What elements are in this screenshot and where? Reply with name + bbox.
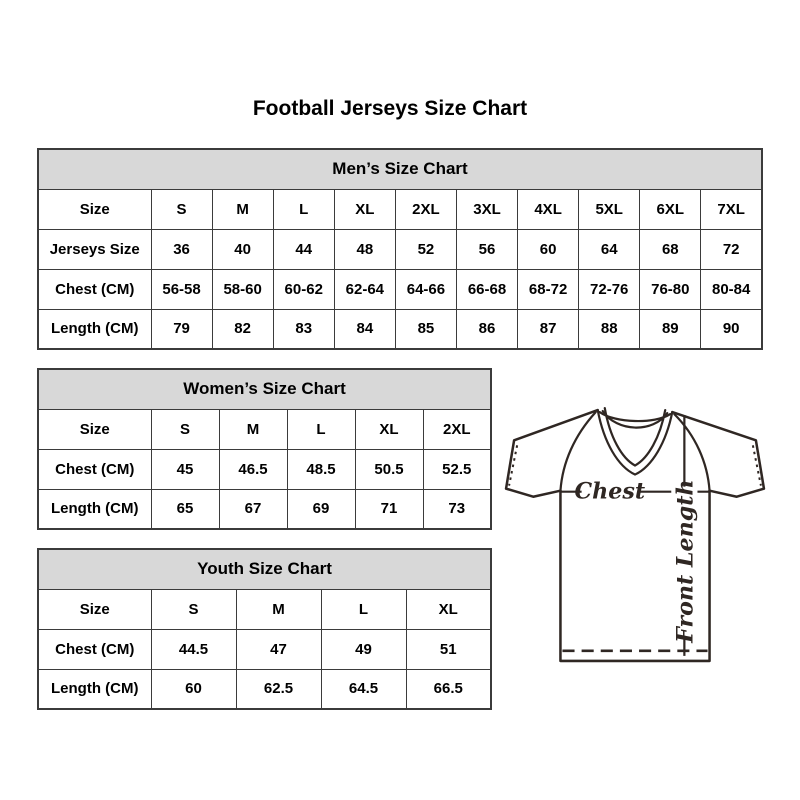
data-cell: 82 (212, 309, 273, 349)
table-row (38, 309, 762, 349)
table-row (38, 449, 491, 489)
data-cell: 67 (219, 489, 287, 529)
data-cell: 73 (423, 489, 491, 529)
row-label-cell: Length (CM) (38, 489, 151, 529)
data-cell: 64.5 (321, 669, 406, 709)
column-header-cell: 2XL (423, 409, 491, 449)
row-label-cell: Size (38, 189, 151, 229)
data-cell: 72 (701, 229, 762, 269)
data-cell: 45 (151, 449, 219, 489)
data-cell: 86 (456, 309, 517, 349)
data-cell: 48 (334, 229, 395, 269)
row-label-cell: Length (CM) (38, 309, 151, 349)
v-neck-collar-inner (605, 408, 665, 465)
table-row (38, 629, 491, 669)
data-cell: 36 (151, 229, 212, 269)
column-header-cell: M (212, 189, 273, 229)
column-header-cell: S (151, 189, 212, 229)
data-cell: 48.5 (287, 449, 355, 489)
data-cell: 46.5 (219, 449, 287, 489)
data-cell: 64-66 (395, 269, 456, 309)
table-row (38, 229, 762, 269)
table-section-header: Men’s Size Chart (38, 149, 762, 189)
data-cell: 58-60 (212, 269, 273, 309)
data-cell: 40 (212, 229, 273, 269)
data-cell: 44 (273, 229, 334, 269)
column-header-cell: XL (406, 589, 491, 629)
column-header-cell: S (151, 589, 236, 629)
data-cell: 49 (321, 629, 406, 669)
jersey-measurement-diagram (504, 400, 766, 670)
column-header-cell: L (287, 409, 355, 449)
table-row (38, 669, 491, 709)
data-cell: 51 (406, 629, 491, 669)
data-cell: 80-84 (701, 269, 762, 309)
row-label-cell: Chest (CM) (38, 449, 151, 489)
row-label-cell: Jerseys Size (38, 229, 151, 269)
data-cell: 50.5 (355, 449, 423, 489)
page-title: Football Jerseys Size Chart (252, 97, 528, 120)
mens-size-table (37, 148, 763, 350)
table-row (38, 489, 491, 529)
row-label-cell: Chest (CM) (38, 629, 151, 669)
data-cell: 44.5 (151, 629, 236, 669)
column-header-cell: 4XL (518, 189, 579, 229)
table-section-header: Youth Size Chart (38, 549, 491, 589)
column-header-cell: 6XL (640, 189, 701, 229)
data-cell: 90 (701, 309, 762, 349)
right-armhole-seam (674, 414, 709, 491)
column-header-cell: 2XL (395, 189, 456, 229)
data-cell: 60 (151, 669, 236, 709)
column-header-cell: 3XL (456, 189, 517, 229)
column-header-cell: 7XL (701, 189, 762, 229)
data-cell: 83 (273, 309, 334, 349)
data-cell: 68-72 (518, 269, 579, 309)
table-row (38, 269, 762, 309)
data-cell: 60 (518, 229, 579, 269)
data-cell: 64 (579, 229, 640, 269)
data-cell: 56 (456, 229, 517, 269)
column-header-cell: XL (334, 189, 395, 229)
data-cell: 88 (579, 309, 640, 349)
data-cell: 66.5 (406, 669, 491, 709)
row-label-cell: Size (38, 589, 151, 629)
front-length-label: Front Length (672, 479, 699, 643)
data-cell: 52.5 (423, 449, 491, 489)
data-cell: 72-76 (579, 269, 640, 309)
chest-label: Chest (574, 478, 646, 505)
data-cell: 87 (518, 309, 579, 349)
column-header-cell: S (151, 409, 219, 449)
data-cell: 71 (355, 489, 423, 529)
row-label-cell: Length (CM) (38, 669, 151, 709)
column-header-cell: M (236, 589, 321, 629)
column-header-cell: 5XL (579, 189, 640, 229)
data-cell: 47 (236, 629, 321, 669)
data-cell: 52 (395, 229, 456, 269)
data-cell: 66-68 (456, 269, 517, 309)
column-header-cell: XL (355, 409, 423, 449)
row-label-cell: Size (38, 409, 151, 449)
table-section-header: Women’s Size Chart (38, 369, 491, 409)
row-label-cell: Chest (CM) (38, 269, 151, 309)
data-cell: 56-58 (151, 269, 212, 309)
column-header-cell: L (273, 189, 334, 229)
youth-size-table (37, 548, 492, 710)
data-cell: 69 (287, 489, 355, 529)
womens-size-table (37, 368, 492, 530)
column-header-cell: M (219, 409, 287, 449)
data-cell: 85 (395, 309, 456, 349)
data-cell: 65 (151, 489, 219, 529)
column-header-cell: L (321, 589, 406, 629)
data-cell: 79 (151, 309, 212, 349)
data-cell: 62.5 (236, 669, 321, 709)
data-cell: 60-62 (273, 269, 334, 309)
data-cell: 89 (640, 309, 701, 349)
data-cell: 68 (640, 229, 701, 269)
data-cell: 84 (334, 309, 395, 349)
data-cell: 76-80 (640, 269, 701, 309)
data-cell: 62-64 (334, 269, 395, 309)
